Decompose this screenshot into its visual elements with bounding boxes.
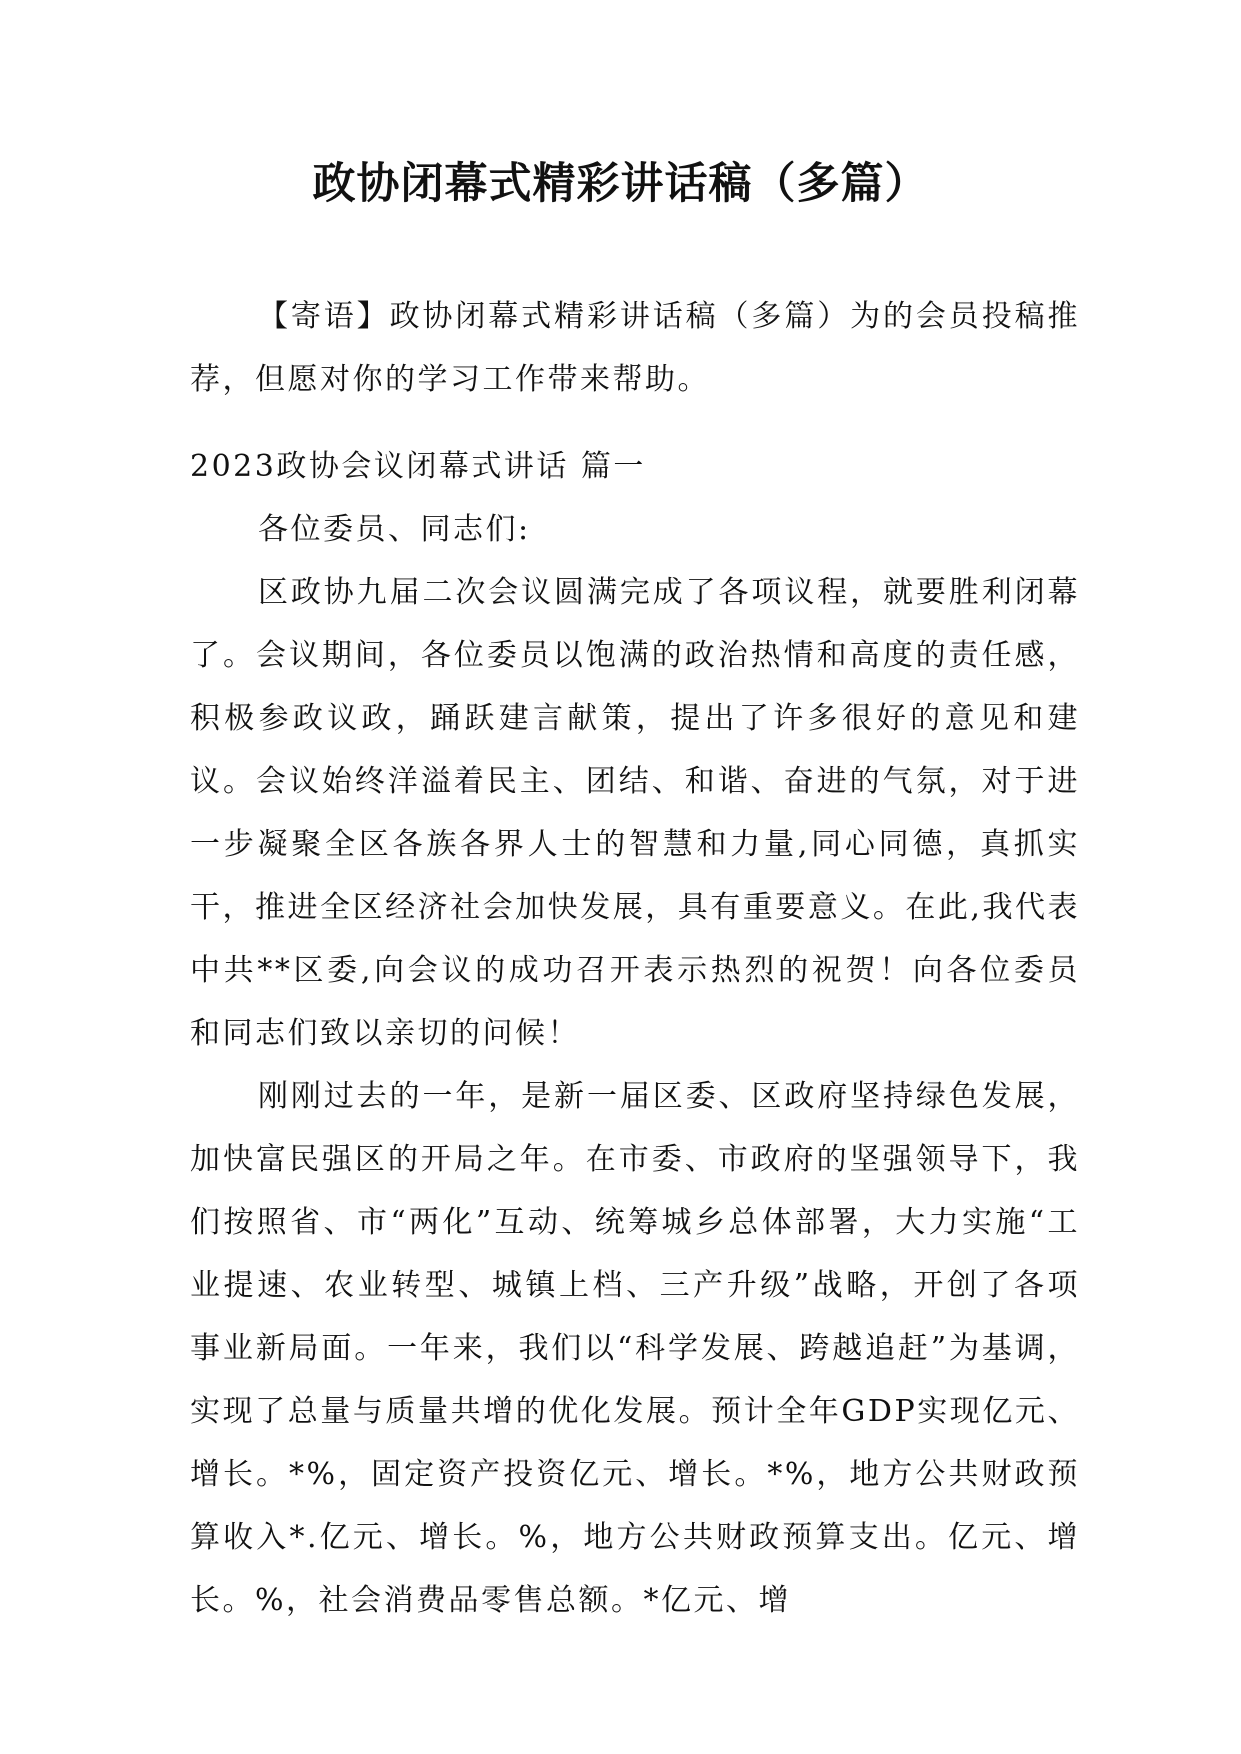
document-title: 政协闭幕式精彩讲话稿（多篇） — [312, 159, 929, 209]
intro-block — [190, 285, 1080, 411]
section-heading: 2023政协会议闭幕式讲话 篇一 — [190, 449, 646, 484]
body-paragraph-1: 区政协九届二次会议圆满完成了各项议程，就要胜利闭幕了。会议期间，各位委员以饱满的政治热情和高度的责任感，积极参政议政，踊跃建言献策，提出了许多很好的意见和建议。会议始终洋溢着民主、团结、和谐、奋进的气氛，对于进一步凝聚全区各族各界人士的智慧和力量,同心同德，真抓实干，推进全区经济社会加快发展，具有重要意义。在此,我代表中共**区委,向会议的成功召开表示热烈的祝贺！向各位委员和同志们致以亲切的问候！ — [190, 575, 1080, 1051]
intro-paragraph: 【寄语】政协闭幕式精彩讲话稿（多篇）为的会员投稿推荐，但愿对你的学习工作带来帮助。 — [190, 299, 1080, 397]
body-paragraph-2: 刚刚过去的一年，是新一届区委、区政府坚持绿色发展，加快富民强区的开局之年。在市委、市政府的坚强领导下，我们按照省、市“两化”互动、统筹城乡总体部署，大力实施“工业提速、农业转型、城镇上档、三产升级”战略，开创了各项事业新局面。一年来，我们以“科学发展、跨越追赶”为基调，实现了总量与质量共增的优化发展。预计全年GDP实现亿元、增长。*%，固定资产投资亿元、增长。*%，地方公共财政预算收入*.亿元、增长。%，地方公共财政预算支出。亿元、增长。%，社会消费品零售总额。*亿元、增 — [190, 1079, 1080, 1618]
salutation: 各位委员、同志们: — [258, 512, 531, 547]
section-one — [190, 435, 1080, 1632]
